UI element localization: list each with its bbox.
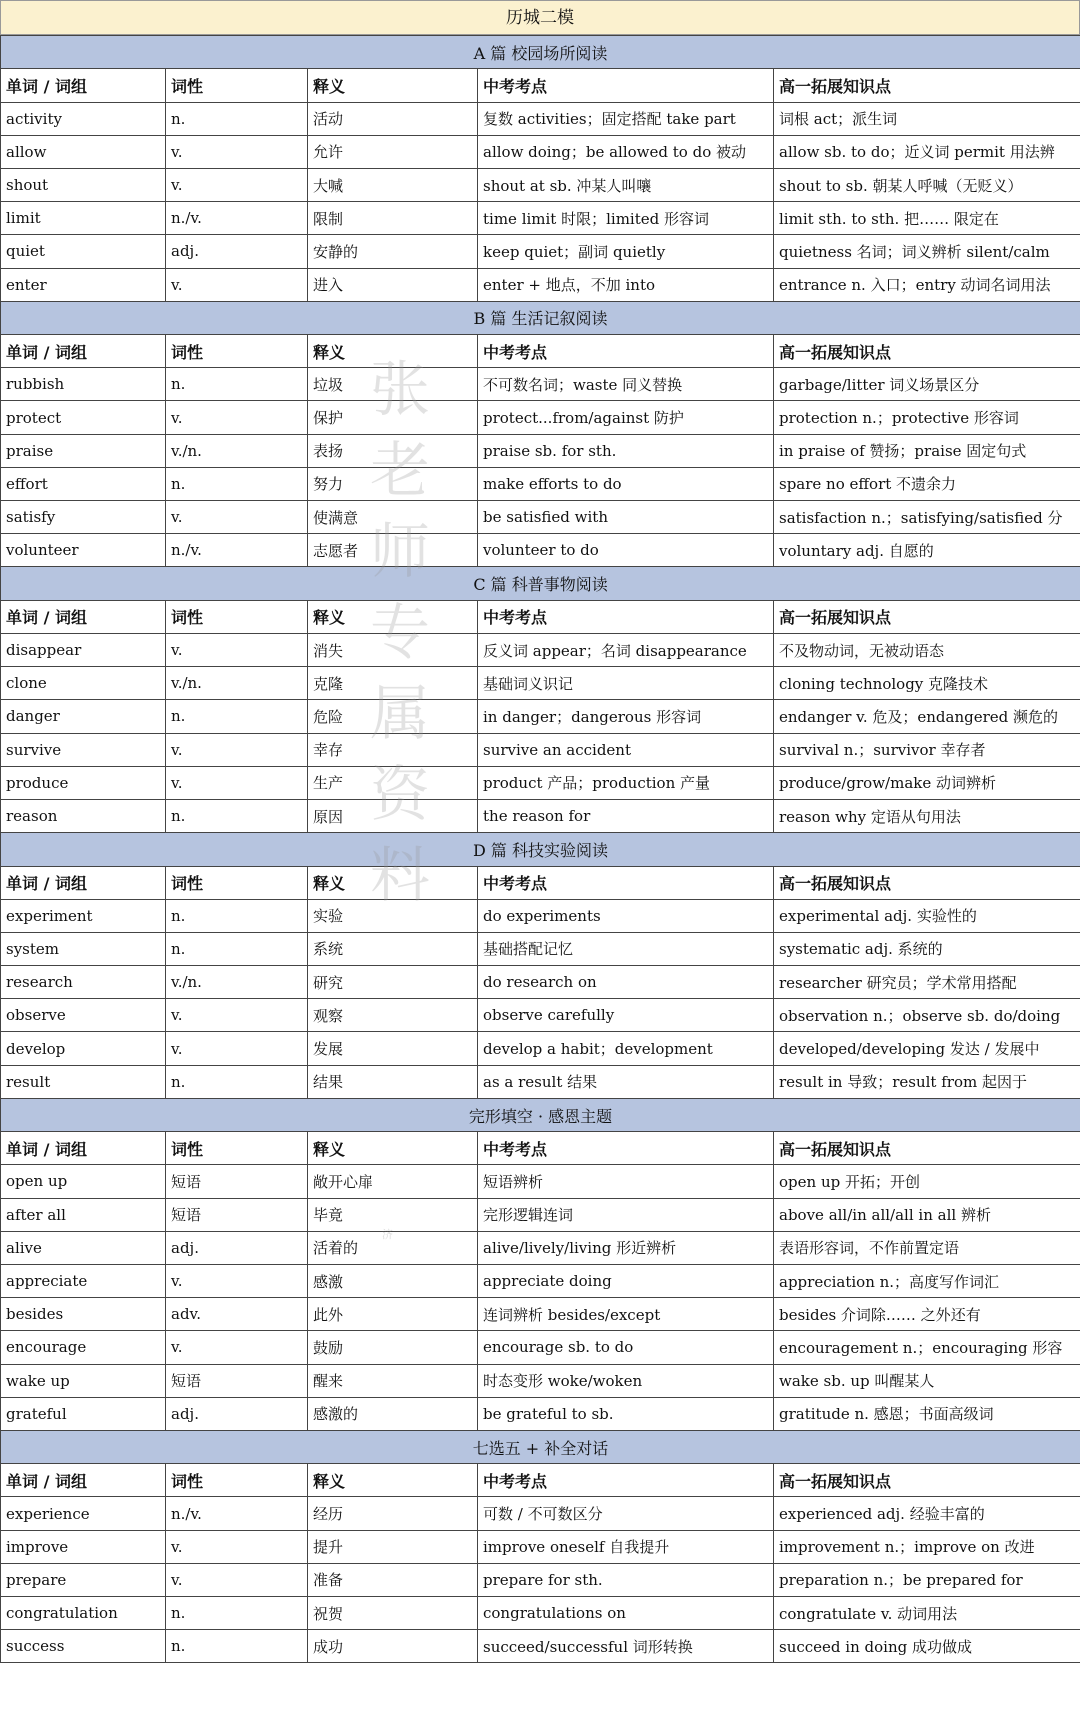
- exam-point-cell: 基础搭配记忆: [478, 932, 774, 965]
- exam-point-cell: observe carefully: [478, 999, 774, 1032]
- table-row: [1, 168, 1080, 201]
- table-row: [1, 1065, 1080, 1098]
- table-row: [1, 966, 1080, 999]
- word-cell: rubbish: [1, 368, 166, 401]
- column-header: 释义: [308, 866, 478, 899]
- word-cell: survive: [1, 733, 166, 766]
- exam-point-cell: survive an accident: [478, 733, 774, 766]
- column-header: 词性: [166, 69, 308, 102]
- meaning-cell: 志愿者: [308, 534, 478, 567]
- column-header: 单词 / 词组: [1, 69, 166, 102]
- table-row: [1, 899, 1080, 932]
- exam-point-cell: the reason for: [478, 799, 774, 832]
- meaning-cell: 表扬: [308, 434, 478, 467]
- exam-point-cell: alive/lively/living 形近辨析: [478, 1231, 774, 1264]
- extension-cell: congratulate v. 动词用法: [774, 1597, 1080, 1630]
- exam-point-cell: 复数 activities；固定搭配 take part: [478, 102, 774, 135]
- section-header: [1, 1430, 1080, 1463]
- pos-cell: n.: [166, 368, 308, 401]
- extension-cell: above all/in all/all in all 辨析: [774, 1198, 1080, 1231]
- column-header: 释义: [308, 1464, 478, 1497]
- column-header-row: [1, 335, 1080, 368]
- word-cell: reason: [1, 799, 166, 832]
- meaning-cell: 安静的: [308, 235, 478, 268]
- extension-cell: cloning technology 克隆技术: [774, 667, 1080, 700]
- section-title: A 篇 校园场所阅读: [1, 36, 1080, 69]
- table-row: [1, 501, 1080, 534]
- pos-cell: v.: [166, 999, 308, 1032]
- table-row: [1, 235, 1080, 268]
- table-row: [1, 1032, 1080, 1065]
- column-header-row: [1, 1464, 1080, 1497]
- table-row: [1, 401, 1080, 434]
- meaning-cell: 敞开心扉: [308, 1165, 478, 1198]
- table-row: [1, 1497, 1080, 1530]
- exam-point-cell: keep quiet；副词 quietly: [478, 235, 774, 268]
- column-header: 单词 / 词组: [1, 1464, 166, 1497]
- word-cell: wake up: [1, 1364, 166, 1397]
- word-cell: success: [1, 1630, 166, 1663]
- column-header: 中考考点: [478, 1132, 774, 1165]
- table-row: [1, 1530, 1080, 1563]
- pos-cell: n./v.: [166, 1497, 308, 1530]
- word-cell: shout: [1, 168, 166, 201]
- extension-cell: succeed in doing 成功做成: [774, 1630, 1080, 1663]
- exam-point-cell: succeed/successful 词形转换: [478, 1630, 774, 1663]
- word-cell: satisfy: [1, 501, 166, 534]
- word-cell: disappear: [1, 633, 166, 666]
- exam-point-cell: make efforts to do: [478, 467, 774, 500]
- word-cell: observe: [1, 999, 166, 1032]
- pos-cell: v.: [166, 733, 308, 766]
- column-header: 词性: [166, 600, 308, 633]
- meaning-cell: 此外: [308, 1298, 478, 1331]
- extension-cell: 不及物动词，无被动语态: [774, 633, 1080, 666]
- extension-cell: voluntary adj. 自愿的: [774, 534, 1080, 567]
- pos-cell: n.: [166, 102, 308, 135]
- word-cell: improve: [1, 1530, 166, 1563]
- extension-cell: protection n.；protective 形容词: [774, 401, 1080, 434]
- pos-cell: n.: [166, 932, 308, 965]
- section-title: C 篇 科普事物阅读: [1, 567, 1080, 600]
- word-cell: congratulation: [1, 1597, 166, 1630]
- pos-cell: v.: [166, 1563, 308, 1596]
- table-row: [1, 633, 1080, 666]
- exam-point-cell: 连词辨析 besides/except: [478, 1298, 774, 1331]
- pos-cell: n.: [166, 700, 308, 733]
- word-cell: besides: [1, 1298, 166, 1331]
- meaning-cell: 允许: [308, 135, 478, 168]
- table-row: [1, 1298, 1080, 1331]
- column-header: 词性: [166, 866, 308, 899]
- column-header: 释义: [308, 1132, 478, 1165]
- word-cell: experiment: [1, 899, 166, 932]
- word-cell: allow: [1, 135, 166, 168]
- exam-point-cell: be grateful to sb.: [478, 1397, 774, 1430]
- exam-point-cell: 短语辨析: [478, 1165, 774, 1198]
- pos-cell: adj.: [166, 235, 308, 268]
- table-row: [1, 1597, 1080, 1630]
- pos-cell: v.: [166, 766, 308, 799]
- pos-cell: n.: [166, 1630, 308, 1663]
- meaning-cell: 发展: [308, 1032, 478, 1065]
- section-header: [1, 833, 1080, 866]
- exam-point-cell: as a result 结果: [478, 1065, 774, 1098]
- word-cell: develop: [1, 1032, 166, 1065]
- exam-point-cell: be satisfied with: [478, 501, 774, 534]
- table-row: [1, 268, 1080, 301]
- word-cell: after all: [1, 1198, 166, 1231]
- pos-cell: v.: [166, 1331, 308, 1364]
- table-row: [1, 1264, 1080, 1297]
- word-cell: grateful: [1, 1397, 166, 1430]
- extension-cell: spare no effort 不遗余力: [774, 467, 1080, 500]
- table-row: [1, 1364, 1080, 1397]
- table-row: [1, 434, 1080, 467]
- pos-cell: n.: [166, 1597, 308, 1630]
- meaning-cell: 系统: [308, 932, 478, 965]
- extension-cell: shout to sb. 朝某人呼喊（无贬义）: [774, 168, 1080, 201]
- extension-cell: limit sth. to sth. 把…… 限定在: [774, 202, 1080, 235]
- table-row: [1, 135, 1080, 168]
- pos-cell: v./n.: [166, 667, 308, 700]
- exam-point-cell: do experiments: [478, 899, 774, 932]
- meaning-cell: 大喊: [308, 168, 478, 201]
- pos-cell: v.: [166, 501, 308, 534]
- extension-cell: 词根 act；派生词: [774, 102, 1080, 135]
- word-cell: clone: [1, 667, 166, 700]
- column-header: 高一拓展知识点: [774, 335, 1080, 368]
- pos-cell: v.: [166, 1264, 308, 1297]
- extension-cell: reason why 定语从句用法: [774, 799, 1080, 832]
- meaning-cell: 实验: [308, 899, 478, 932]
- exam-point-cell: congratulations on: [478, 1597, 774, 1630]
- exam-point-cell: do research on: [478, 966, 774, 999]
- column-header: 高一拓展知识点: [774, 1464, 1080, 1497]
- table-row: [1, 1198, 1080, 1231]
- pos-cell: v./n.: [166, 966, 308, 999]
- pos-cell: n.: [166, 467, 308, 500]
- word-cell: encourage: [1, 1331, 166, 1364]
- meaning-cell: 准备: [308, 1563, 478, 1596]
- meaning-cell: 进入: [308, 268, 478, 301]
- meaning-cell: 成功: [308, 1630, 478, 1663]
- table-row: [1, 700, 1080, 733]
- table-row: [1, 368, 1080, 401]
- section-title: B 篇 生活记叙阅读: [1, 301, 1080, 334]
- column-header: 词性: [166, 1464, 308, 1497]
- word-cell: prepare: [1, 1563, 166, 1596]
- table-row: [1, 102, 1080, 135]
- table-row: [1, 1630, 1080, 1663]
- exam-point-cell: volunteer to do: [478, 534, 774, 567]
- column-header: 单词 / 词组: [1, 335, 166, 368]
- extension-cell: appreciation n.；高度写作词汇: [774, 1264, 1080, 1297]
- meaning-cell: 垃圾: [308, 368, 478, 401]
- exam-point-cell: encourage sb. to do: [478, 1331, 774, 1364]
- section-header: [1, 301, 1080, 334]
- extension-cell: endanger v. 危及；endangered 濒危的: [774, 700, 1080, 733]
- meaning-cell: 经历: [308, 1497, 478, 1530]
- pos-cell: adj.: [166, 1231, 308, 1264]
- word-cell: experience: [1, 1497, 166, 1530]
- exam-point-cell: in danger；dangerous 形容词: [478, 700, 774, 733]
- watermark-text: 张老师专属资料: [370, 355, 430, 911]
- meaning-cell: 生产: [308, 766, 478, 799]
- meaning-cell: 醒来: [308, 1364, 478, 1397]
- exam-point-cell: 时态变形 woke/woken: [478, 1364, 774, 1397]
- meaning-cell: 克隆: [308, 667, 478, 700]
- column-header: 词性: [166, 335, 308, 368]
- extension-cell: satisfaction n.；satisfying/satisfied 分: [774, 501, 1080, 534]
- exam-point-cell: enter + 地点，不加 into: [478, 268, 774, 301]
- word-cell: limit: [1, 202, 166, 235]
- exam-point-cell: protect...from/against 防护: [478, 401, 774, 434]
- pos-cell: n./v.: [166, 202, 308, 235]
- word-cell: system: [1, 932, 166, 965]
- meaning-cell: 感激: [308, 1264, 478, 1297]
- table-row: [1, 932, 1080, 965]
- extension-cell: open up 开拓；开创: [774, 1165, 1080, 1198]
- word-cell: activity: [1, 102, 166, 135]
- section-title: 七选五 + 补全对话: [1, 1430, 1080, 1463]
- extension-cell: experimental adj. 实验性的: [774, 899, 1080, 932]
- meaning-cell: 活动: [308, 102, 478, 135]
- word-cell: research: [1, 966, 166, 999]
- pos-cell: n.: [166, 1065, 308, 1098]
- pos-cell: v.: [166, 268, 308, 301]
- extension-cell: survival n.；survivor 幸存者: [774, 733, 1080, 766]
- word-cell: result: [1, 1065, 166, 1098]
- word-cell: alive: [1, 1231, 166, 1264]
- meaning-cell: 保护: [308, 401, 478, 434]
- exam-point-cell: time limit 时限；limited 形容词: [478, 202, 774, 235]
- meaning-cell: 祝贺: [308, 1597, 478, 1630]
- table-row: [1, 534, 1080, 567]
- column-header: 高一拓展知识点: [774, 1132, 1080, 1165]
- column-header: 中考考点: [478, 335, 774, 368]
- meaning-cell: 提升: [308, 1530, 478, 1563]
- column-header-row: [1, 69, 1080, 102]
- extension-cell: garbage/litter 词义场景区分: [774, 368, 1080, 401]
- extension-cell: besides 介词除…… 之外还有: [774, 1298, 1080, 1331]
- table-row: [1, 733, 1080, 766]
- column-header: 中考考点: [478, 866, 774, 899]
- column-header: 单词 / 词组: [1, 600, 166, 633]
- meaning-cell: 毕竟: [308, 1198, 478, 1231]
- table-row: [1, 799, 1080, 832]
- extension-cell: researcher 研究员；学术常用搭配: [774, 966, 1080, 999]
- pos-cell: n./v.: [166, 534, 308, 567]
- word-cell: danger: [1, 700, 166, 733]
- column-header: 单词 / 词组: [1, 866, 166, 899]
- table-row: [1, 1563, 1080, 1596]
- pos-cell: 短语: [166, 1198, 308, 1231]
- column-header: 中考考点: [478, 69, 774, 102]
- word-cell: open up: [1, 1165, 166, 1198]
- word-cell: produce: [1, 766, 166, 799]
- table-row: [1, 1165, 1080, 1198]
- pos-cell: n.: [166, 799, 308, 832]
- meaning-cell: 结果: [308, 1065, 478, 1098]
- meaning-cell: 观察: [308, 999, 478, 1032]
- meaning-cell: 研究: [308, 966, 478, 999]
- column-header: 释义: [308, 600, 478, 633]
- pos-cell: n.: [166, 899, 308, 932]
- exam-point-cell: allow doing；be allowed to do 被动: [478, 135, 774, 168]
- extension-cell: result in 导致；result from 起因于: [774, 1065, 1080, 1098]
- exam-point-cell: shout at sb. 冲某人叫嚷: [478, 168, 774, 201]
- pos-cell: v./n.: [166, 434, 308, 467]
- word-cell: volunteer: [1, 534, 166, 567]
- column-header: 释义: [308, 69, 478, 102]
- exam-point-cell: develop a habit；development: [478, 1032, 774, 1065]
- column-header: 词性: [166, 1132, 308, 1165]
- word-cell: quiet: [1, 235, 166, 268]
- exam-point-cell: 反义词 appear；名词 disappearance: [478, 633, 774, 666]
- extension-cell: preparation n.；be prepared for: [774, 1563, 1080, 1596]
- section-header: [1, 36, 1080, 69]
- exam-point-cell: appreciate doing: [478, 1264, 774, 1297]
- table-row: [1, 667, 1080, 700]
- meaning-cell: 限制: [308, 202, 478, 235]
- column-header: 中考考点: [478, 1464, 774, 1497]
- section-header: [1, 1098, 1080, 1131]
- extension-cell: wake sb. up 叫醒某人: [774, 1364, 1080, 1397]
- meaning-cell: 努力: [308, 467, 478, 500]
- pos-cell: v.: [166, 135, 308, 168]
- column-header-row: [1, 1132, 1080, 1165]
- section-title: 完形填空 · 感恩主题: [1, 1098, 1080, 1131]
- extension-cell: 表语形容词，不作前置定语: [774, 1231, 1080, 1264]
- pos-cell: 短语: [166, 1364, 308, 1397]
- watermark-small: 济: [382, 1228, 393, 1241]
- table-row: [1, 467, 1080, 500]
- word-cell: appreciate: [1, 1264, 166, 1297]
- pos-cell: v.: [166, 1530, 308, 1563]
- meaning-cell: 感激的: [308, 1397, 478, 1430]
- pos-cell: 短语: [166, 1165, 308, 1198]
- extension-cell: experienced adj. 经验丰富的: [774, 1497, 1080, 1530]
- exam-point-cell: 完形逻辑连词: [478, 1198, 774, 1231]
- extension-cell: gratitude n. 感恩；书面高级词: [774, 1397, 1080, 1430]
- extension-cell: encouragement n.；encouraging 形容: [774, 1331, 1080, 1364]
- pos-cell: v.: [166, 168, 308, 201]
- table-row: [1, 1231, 1080, 1264]
- meaning-cell: 消失: [308, 633, 478, 666]
- exam-point-cell: prepare for sth.: [478, 1563, 774, 1596]
- table-row: [1, 766, 1080, 799]
- word-cell: praise: [1, 434, 166, 467]
- meaning-cell: 原因: [308, 799, 478, 832]
- table-row: [1, 999, 1080, 1032]
- column-header: 高一拓展知识点: [774, 600, 1080, 633]
- exam-point-cell: 可数 / 不可数区分: [478, 1497, 774, 1530]
- section-title: D 篇 科技实验阅读: [1, 833, 1080, 866]
- vocabulary-table: [0, 35, 1080, 1663]
- extension-cell: observation n.；observe sb. do/doing: [774, 999, 1080, 1032]
- column-header: 高一拓展知识点: [774, 69, 1080, 102]
- exam-point-cell: product 产品；production 产量: [478, 766, 774, 799]
- pos-cell: adv.: [166, 1298, 308, 1331]
- exam-point-cell: 基础词义识记: [478, 667, 774, 700]
- pos-cell: v.: [166, 633, 308, 666]
- section-header: [1, 567, 1080, 600]
- extension-cell: improvement n.；improve on 改进: [774, 1530, 1080, 1563]
- table-row: [1, 1331, 1080, 1364]
- word-cell: enter: [1, 268, 166, 301]
- column-header: 单词 / 词组: [1, 1132, 166, 1165]
- extension-cell: produce/grow/make 动词辨析: [774, 766, 1080, 799]
- sheet-title: 历城二模: [0, 0, 1080, 35]
- column-header-row: [1, 866, 1080, 899]
- meaning-cell: 幸存: [308, 733, 478, 766]
- exam-point-cell: praise sb. for sth.: [478, 434, 774, 467]
- meaning-cell: 使满意: [308, 501, 478, 534]
- table-row: [1, 1397, 1080, 1430]
- column-header-row: [1, 600, 1080, 633]
- exam-point-cell: improve oneself 自我提升: [478, 1530, 774, 1563]
- extension-cell: in praise of 赞扬；praise 固定句式: [774, 434, 1080, 467]
- extension-cell: allow sb. to do；近义词 permit 用法辨: [774, 135, 1080, 168]
- pos-cell: v.: [166, 401, 308, 434]
- pos-cell: adj.: [166, 1397, 308, 1430]
- column-header: 高一拓展知识点: [774, 866, 1080, 899]
- extension-cell: entrance n. 入口；entry 动词名词用法: [774, 268, 1080, 301]
- meaning-cell: 鼓励: [308, 1331, 478, 1364]
- column-header: 释义: [308, 335, 478, 368]
- table-row: [1, 202, 1080, 235]
- meaning-cell: 活着的: [308, 1231, 478, 1264]
- extension-cell: developed/developing 发达 / 发展中: [774, 1032, 1080, 1065]
- column-header: 中考考点: [478, 600, 774, 633]
- extension-cell: quietness 名词；词义辨析 silent/calm: [774, 235, 1080, 268]
- pos-cell: v.: [166, 1032, 308, 1065]
- exam-point-cell: 不可数名词；waste 同义替换: [478, 368, 774, 401]
- extension-cell: systematic adj. 系统的: [774, 932, 1080, 965]
- word-cell: effort: [1, 467, 166, 500]
- meaning-cell: 危险: [308, 700, 478, 733]
- word-cell: protect: [1, 401, 166, 434]
